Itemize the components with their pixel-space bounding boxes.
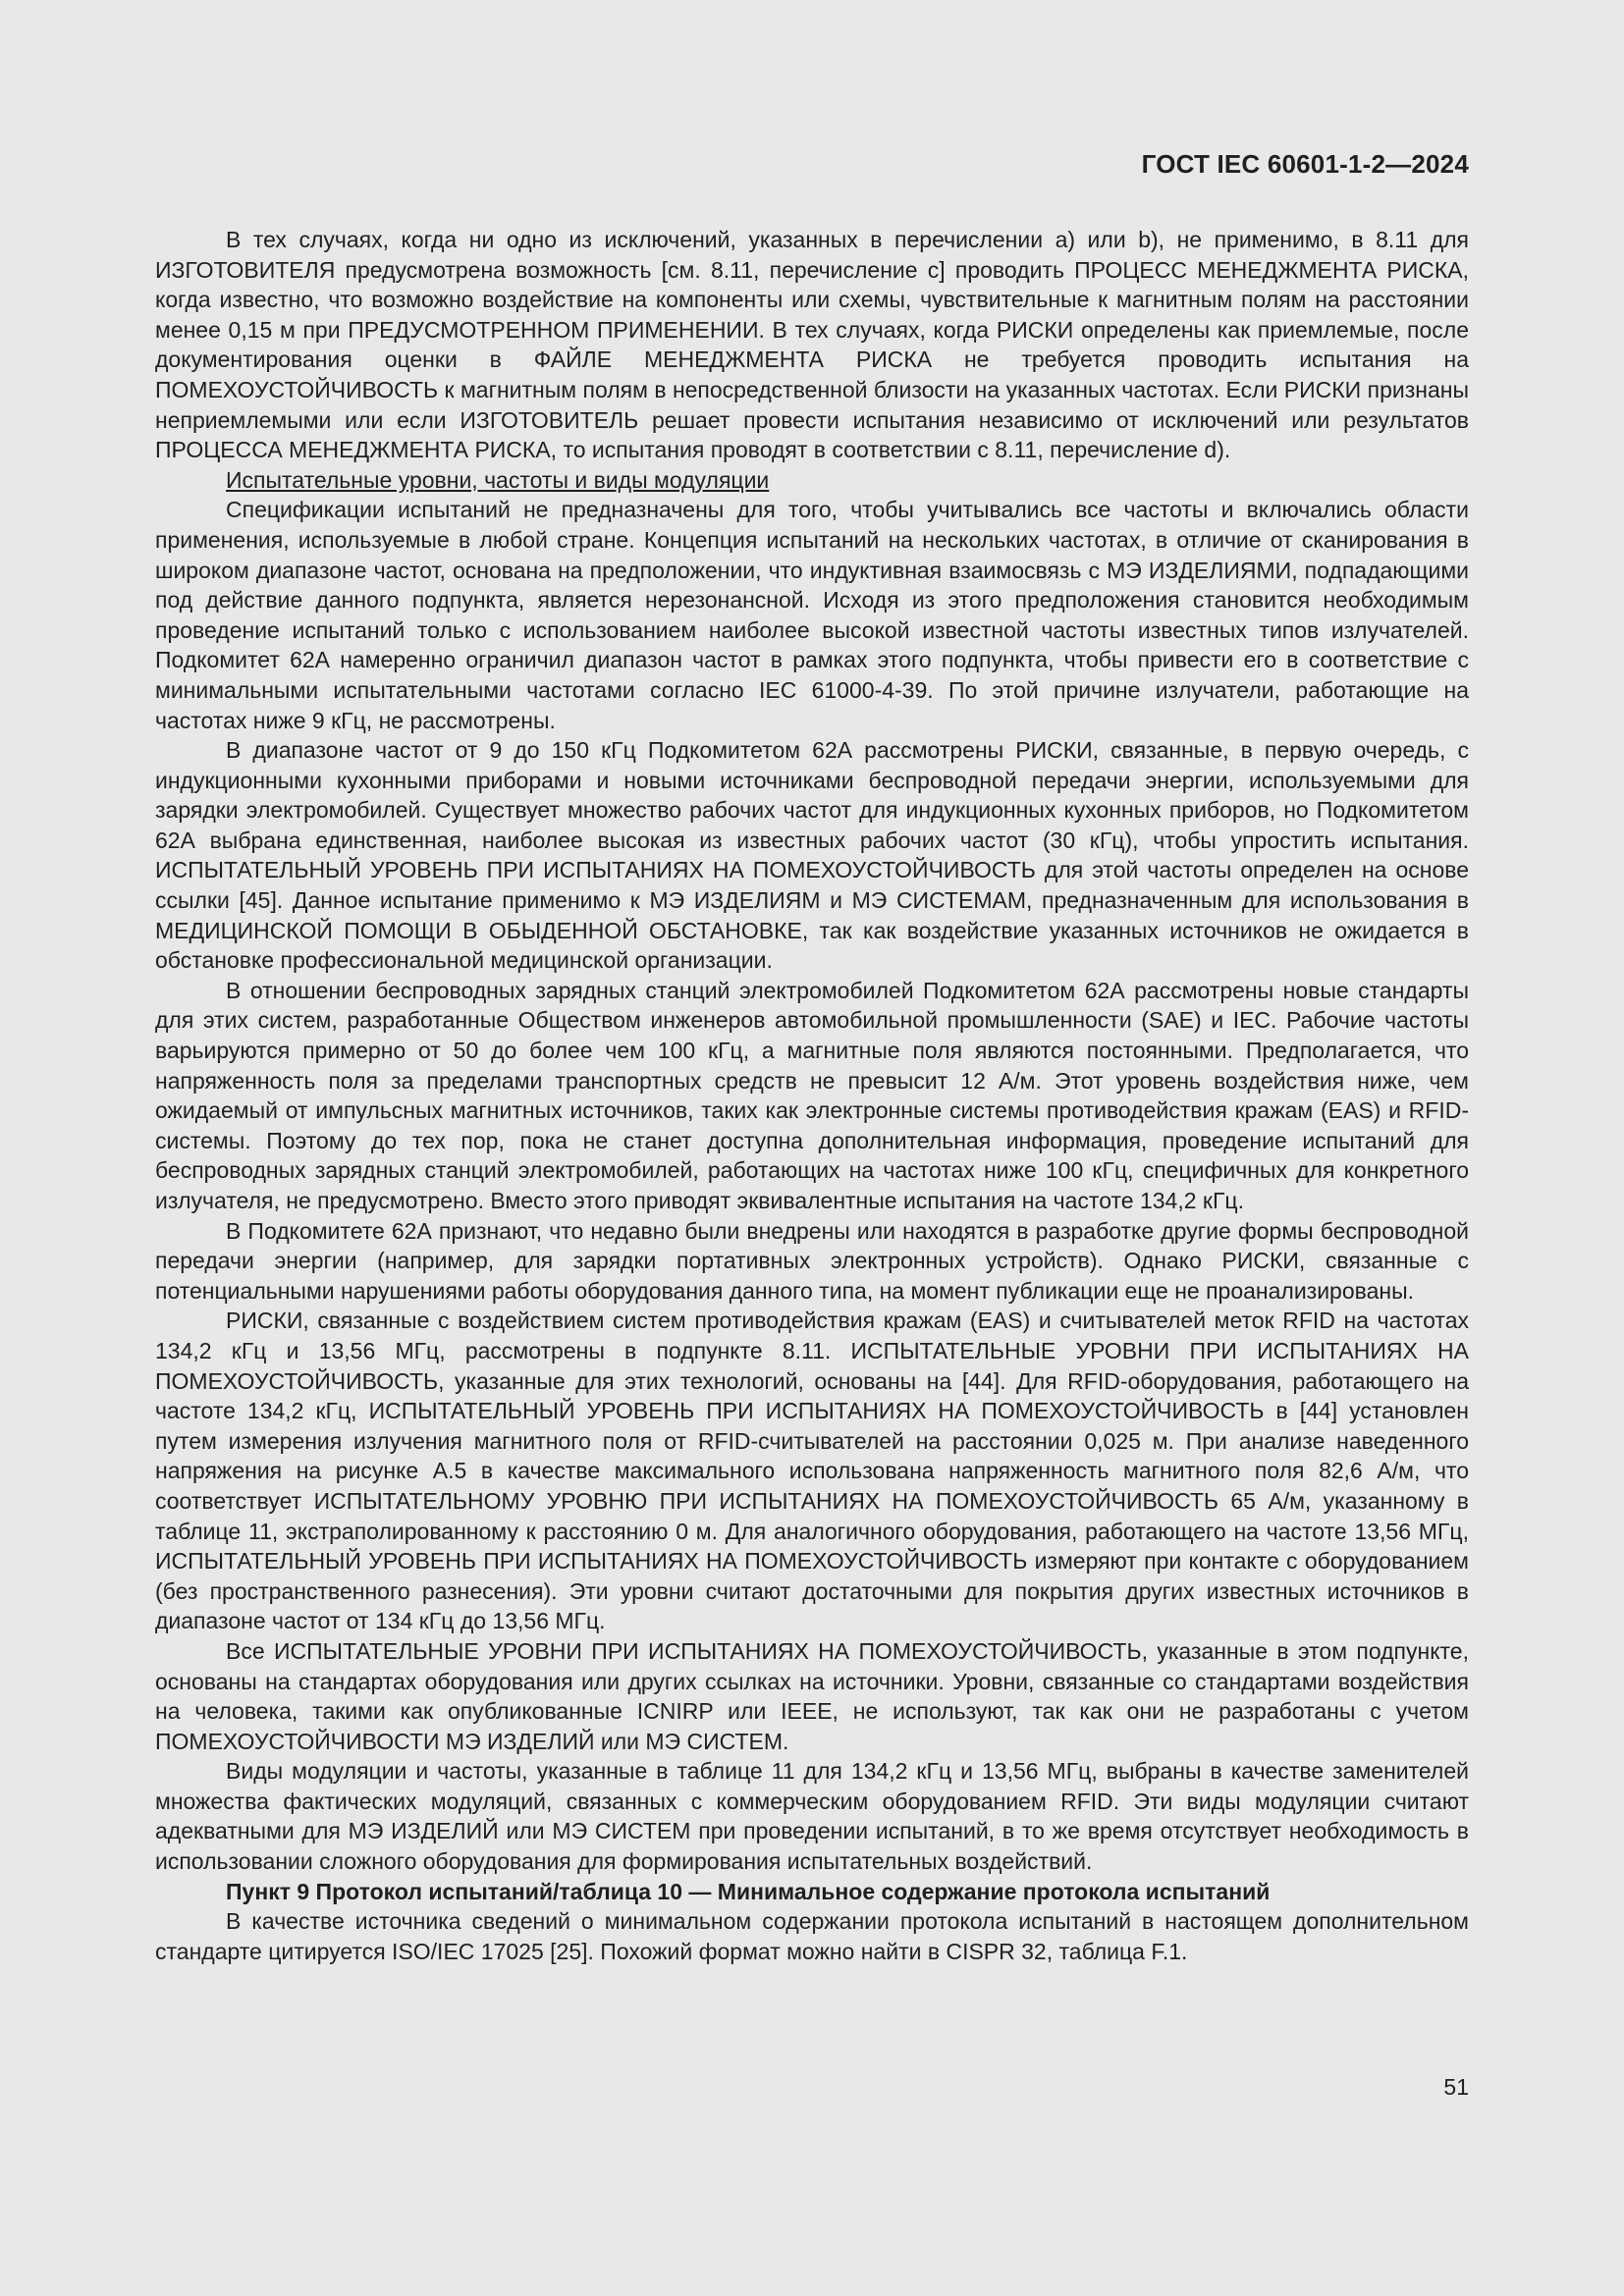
heading-text: Испытательные уровни, частоты и виды модуляции [226,466,770,493]
paragraph: Виды модуляции и частоты, указанные в таблице 11 для 134,2 кГц и 13,56 МГц, выбраны в качестве заменителей множества фактических модуляций, связанных с коммерческим оборудованием RFID. Эти виды модуляции считают адекватными для МЭ ИЗДЕЛИЙ или МЭ СИСТЕМ при проведении испытаний, в то же время отсутствует необходимость в использовании сложного оборудования для формирования испытательных воздействий. [155,1758,1469,1875]
page-number: 51 [1443,2074,1469,2100]
paragraph: В диапазоне частот от 9 до 150 кГц Подкомитетом 62А рассмотрены РИСКИ, связанные, в первую очередь, с индукционными кухонными приборами и новыми источниками беспроводной передачи энергии, используемыми для зарядки электромобилей. Существует множество рабочих частот для индукционных кухонных приборов, но Подкомитетом 62А выбрана единственная, наиболее высокая из известных рабочих частот (30 кГц), чтобы упростить испытания. ИСПЫТАТЕЛЬНЫЙ УРОВЕНЬ ПРИ ИСПЫТАНИЯХ НА ПОМЕХОУСТОЙЧИВОСТЬ для этой частоты определен на основе ссылки [45]. Данное испытание применимо к МЭ ИЗДЕЛИЯМ и МЭ СИСТЕМАМ, предназначенным для использования в МЕДИЦИНСКОЙ ПОМОЩИ В ОБЫДЕННОЙ ОБСТАНОВКЕ, так как воздействие указанных источников не ожидается в обстановке профессиональной медицинской организации. [155,737,1469,974]
paragraph: В Подкомитете 62А признают, что недавно были внедрены или находятся в разработке другие формы беспроводной передачи энергии (например, для зарядки портативных электронных устройств). Однако РИСКИ, связанные с потенциальными нарушениями работы оборудования данного типа, на момент публикации еще не проанализированы. [155,1217,1469,1304]
paragraph: В отношении беспроводных зарядных станций электромобилей Подкомитетом 62А рассмотрены новые стандарты для этих систем, разработанные Обществом инженеров автомобильной промышленности (SAE) и IEC. Рабочие частоты варьируются примерно от 50 до более чем 100 кГц, а магнитные поля являются постоянными. Предполагается, что напряженность поля за пределами транспортных средств не превысит 12 А/м. Этот уровень воздействия ниже, чем ожидаемый от импульсных магнитных источников, таких как электронные системы противодействия кражам (EAS) и RFID-системы. Поэтому до тех пор, пока не станет доступна дополнительная информация, проведение испытаний для беспроводных зарядных станций электромобилей, работающих на частотах ниже 100 кГц, специфичных для конкретного излучателя, не предусмотрено. Вместо этого приводят эквивалентные испытания на частоте 134,2 кГц. [155,977,1469,1213]
document-body [155,225,1469,1966]
document-header: ГОСТ IEC 60601-1-2—2024 [1141,149,1469,179]
section-heading-underlined [155,465,1469,496]
paragraph: В качестве источника сведений о минимальном содержании протокола испытаний в настоящем дополнительном стандарте цитируется ISO/IEC 17025 [25]. Похожий формат можно найти в CISPR 32, таблица F.1. [155,1908,1469,1964]
paragraph: РИСКИ, связанные с воздействием систем противодействия кражам (EAS) и считывателей меток RFID на частотах 134,2 кГц и 13,56 МГц, рассмотрены в подпункте 8.11. ИСПЫТАТЕЛЬНЫЕ УРОВНИ ПРИ ИСПЫТАНИЯХ НА ПОМЕХОУСТОЙЧИВОСТЬ, указанные для этих технологий, основаны на [44]. Для RFID-оборудования, работающего на частоте 134,2 кГц, ИСПЫТАТЕЛЬНЫЙ УРОВЕНЬ ПРИ ИСПЫТАНИЯХ НА ПОМЕХОУСТОЙЧИВОСТЬ в [44] установлен путем измерения излучения магнитного поля от RFID-считывателей на расстоянии 0,025 м. При анализе наведенного напряжения на рисунке А.5 в качестве максимального использована напряженность магнитного поля 82,6 А/м, что соответствует ИСПЫТАТЕЛЬНОМУ УРОВНЮ ПРИ ИСПЫТАНИЯХ НА ПОМЕХОУСТОЙЧИВОСТЬ 65 А/м, указанному в таблице 11, экстраполированному к расстоянию 0 м. Для аналогичного оборудования, работающего на частоте 13,56 МГц, ИСПЫТАТЕЛЬНЫЙ УРОВЕНЬ ПРИ ИСПЫТАНИЯХ НА ПОМЕХОУСТОЙЧИВОСТЬ измеряют при контакте с оборудованием (без пространственного разнесения). Эти уровни считают достаточными для покрытия других известных источников в диапазоне частот от 134 кГц до 13,56 МГц. [155,1308,1469,1634]
paragraph: Спецификации испытаний не предназначены для того, чтобы учитывались все частоты и включались области применения, используемые в любой стране. Концепция испытаний на нескольких частотах, в отличие от сканирования в широком диапазоне частот, основана на предположении, что индуктивная взаимосвязь с МЭ ИЗДЕЛИЯМИ, подпадающими под действие данного подпункта, является нерезонансной. Исходя из этого предположения становится необходимым проведение испытаний только с использованием наиболее высокой известной частоты известных типов излучателей. Подкомитет 62А намеренно ограничил диапазон частот в рамках этого подпункта, чтобы привести его в соответствие с минимальными испытательными частотами согласно IEC 61000-4-39. По этой причине излучатели, работающие на частотах ниже 9 кГц, не рассмотрены. [155,497,1469,733]
section-heading-bold: Пункт 9 Протокол испытаний/таблица 10 — Минимальное содержание протокола испытаний [226,1878,1271,1904]
paragraph: В тех случаях, когда ни одно из исключений, указанных в перечислении а) или b), не применимо, в 8.11 для ИЗГОТОВИТЕЛЯ предусмотрена возможность [см. 8.11, перечисление с] проводить ПРОЦЕСС МЕНЕДЖМЕНТА РИСКА, когда известно, что возможно воздействие на компоненты или схемы, чувствительные к магнитным полям на расстоянии менее 0,15 м при ПРЕДУСМОТРЕННОМ ПРИМЕНЕНИИ. В тех случаях, когда РИСКИ определены как приемлемые, после документирования оценки в ФАЙЛЕ МЕНЕДЖМЕНТА РИСКА не требуется проводить испытания на ПОМЕХОУСТОЙЧИВОСТЬ к магнитным полям в непосредственной близости на указанных частотах. Если РИСКИ признаны неприемлемыми или если ИЗГОТОВИТЕЛЬ решает провести испытания независимо от исключений или результатов ПРОЦЕССА МЕНЕДЖМЕНТА РИСКА, то испытания проводят в соответствии с 8.11, перечисление d). [155,227,1469,463]
paragraph: Все ИСПЫТАТЕЛЬНЫЕ УРОВНИ ПРИ ИСПЫТАНИЯХ НА ПОМЕХОУСТОЙЧИВОСТЬ, указанные в этом подпункте, основаны на стандартах оборудования или других ссылках на источники. Уровни, связанные со стандартами воздействия на человека, такими как опубликованные ICNIRP или IEEE, не используют, так как они не разработаны с учетом ПОМЕХОУСТОЙЧИВОСТИ МЭ ИЗДЕЛИЙ или МЭ СИСТЕМ. [155,1637,1469,1754]
